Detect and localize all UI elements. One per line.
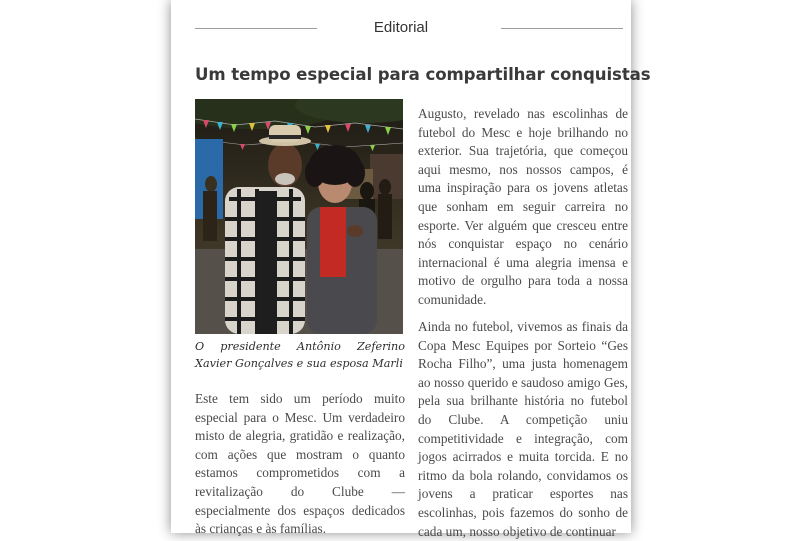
article-paragraph: Augusto, revelado nas escolinhas de futebol do Mesc e hoje brilhando no exterior. Sua trajetória, que começou aqui mesmo, nos nossos campos, é uma inspiração para os jovens atletas que sonham em seguir carreira no esporte. Ver alguém que cresceu entre nós conquistar espaço no cenário internacional é uma alegria imensa e motivo de orgulho para toda a nossa comunidade. [418,106,628,307]
article-photo [195,99,403,334]
article-headline: Um tempo especial para compartilhar conquistas [195,65,651,84]
photo-illustration [195,99,403,334]
header-rule-right [501,28,623,29]
section-title: Editorial [373,19,429,36]
article-paragraph: Ainda no futebol, vivemos as finais da Copa Mesc Equipes por Sorteio “Ges Rocha Filho”, uma justa homenagem ao nosso querido e saudoso amigo Ges, pela sua brilhante história no futebol do Clube. A competição uniu competitividade e integração, com jogos acirrados e muita torcida. E no ritmo da bola rolando, convidamos os jovens a praticar esportes nas escolinhas, pois fazemos do sonho de cada um, nosso objetivo de continuar [418,319,628,539]
header-rule-left [195,28,317,29]
newspaper-page [171,0,651,539]
article-paragraph: Este tem sido um período muito especial para o Mesc. Um verdadeiro misto de alegria, gratidão e realização, com ações que mostram o quanto estamos comprometidos com a revitalização do Clube — especialmente dos espaços dedicados às crianças e às famílias. [195,391,405,537]
section-header [171,16,631,38]
photo-caption: O presidente Antônio Zeferino Xavier Gonçalves e sua esposa Marli [195,340,405,370]
